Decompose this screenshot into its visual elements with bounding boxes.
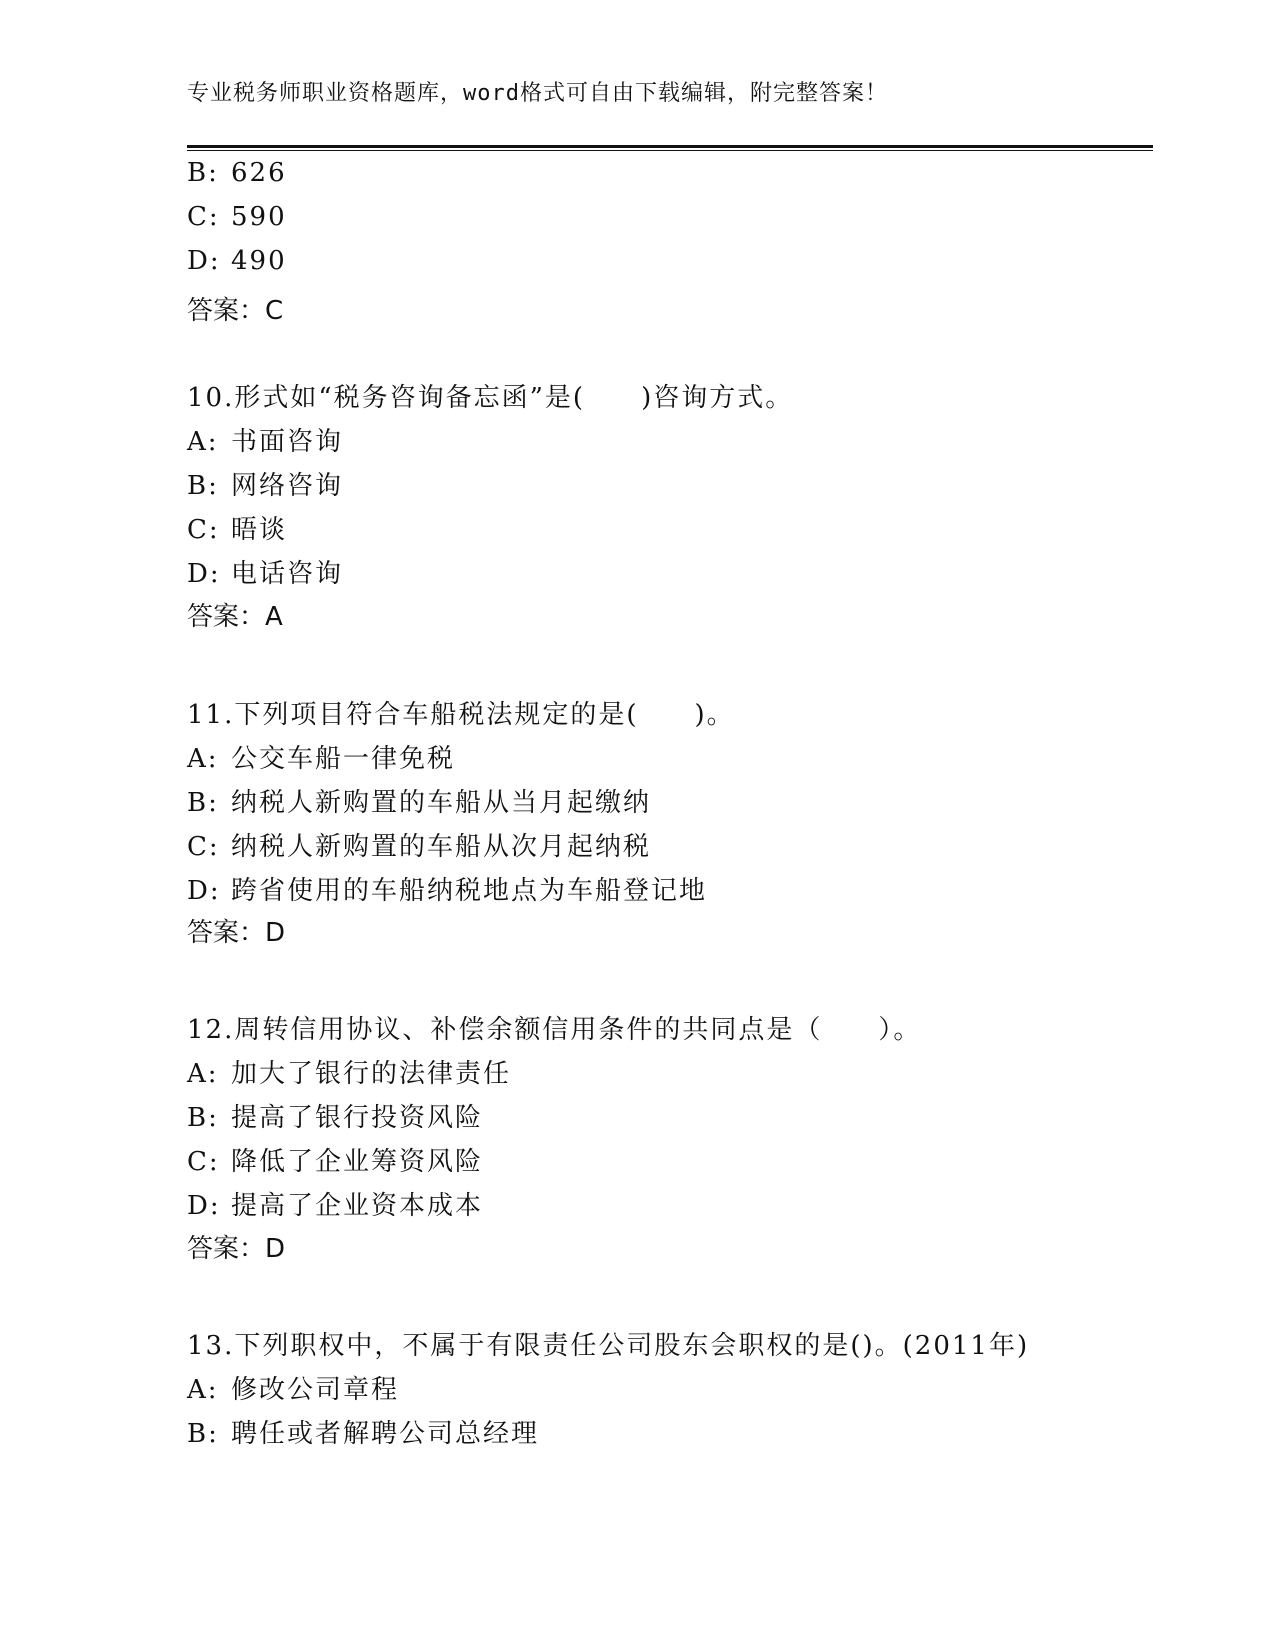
option-letter: D: [187,559,221,589]
option-text: 降低了企业筹资风险 [231,1147,484,1177]
option-letter: A: [187,744,219,774]
option-letter: A: [187,1375,219,1405]
option-text: 加大了银行的法律责任 [231,1059,512,1089]
option-text: 纳税人新购置的车船从次月起纳税 [231,832,652,862]
question-stem: 12.周转信用协议、补偿余额信用条件的共同点是（ ）。 [187,1015,922,1045]
option-text: 聘任或者解聘公司总经理 [231,1419,540,1449]
header-divider [187,145,1153,148]
answer-line: 答案：A [187,602,283,632]
option-c [187,1141,483,1178]
option-b [187,1413,539,1450]
answer-line: 答案：D [187,918,286,948]
option-text: 626 [231,158,287,188]
option-text: 跨省使用的车船纳税地点为车船登记地 [231,876,708,906]
option-text: 纳税人新购置的车船从当月起缴纳 [231,788,652,818]
option-text: 书面咨询 [231,427,344,457]
option-letter: A: [187,1059,219,1089]
header-divider-thin [187,150,1153,151]
option-letter: B: [187,471,219,501]
option-letter: C: [187,202,220,232]
option-letter: B: [187,1419,219,1449]
option-d [187,553,343,590]
option-text: 网络咨询 [231,471,344,501]
question-stem: 10.形式如“税务咨询备忘函”是( )咨询方式。 [187,383,794,413]
option-letter: D: [187,246,221,276]
option-c [187,509,287,546]
option-letter: C: [187,515,220,545]
option-a [187,1053,511,1090]
option-a [187,1369,399,1406]
answer-line: 答案：D [187,1234,286,1264]
option-b [187,1097,483,1134]
option-text: 晤谈 [231,515,288,545]
option-text: 修改公司章程 [231,1375,400,1405]
option-letter: B: [187,1103,219,1133]
option-a [187,738,455,775]
option-b [187,158,287,188]
option-b [187,465,343,502]
question-stem: 13.下列职权中，不属于有限责任公司股东会职权的是()。(2011年) [187,1331,1030,1361]
option-letter: B: [187,158,219,188]
option-letter: D: [187,1191,221,1221]
option-letter: B: [187,788,219,818]
option-d [187,246,287,276]
option-text: 电话咨询 [231,559,344,589]
option-letter: D: [187,876,221,906]
option-b [187,782,651,819]
question-stem: 11.下列项目符合车船税法规定的是( )。 [187,700,735,730]
option-c [187,202,287,232]
option-c [187,826,651,863]
option-text: 590 [231,202,287,232]
option-text: 490 [231,246,287,276]
option-text: 公交车船一律免税 [231,744,456,774]
option-text: 提高了银行投资风险 [231,1103,484,1133]
answer-line: 答案：C [187,296,284,326]
option-letter: A: [187,427,219,457]
option-text: 提高了企业资本成本 [231,1191,484,1221]
page-header: 专业税务师职业资格题库，word格式可自由下载编辑，附完整答案！ [187,81,888,106]
option-d [187,1185,483,1222]
option-d [187,870,707,907]
option-letter: C: [187,832,220,862]
option-a [187,421,343,458]
option-letter: C: [187,1147,220,1177]
